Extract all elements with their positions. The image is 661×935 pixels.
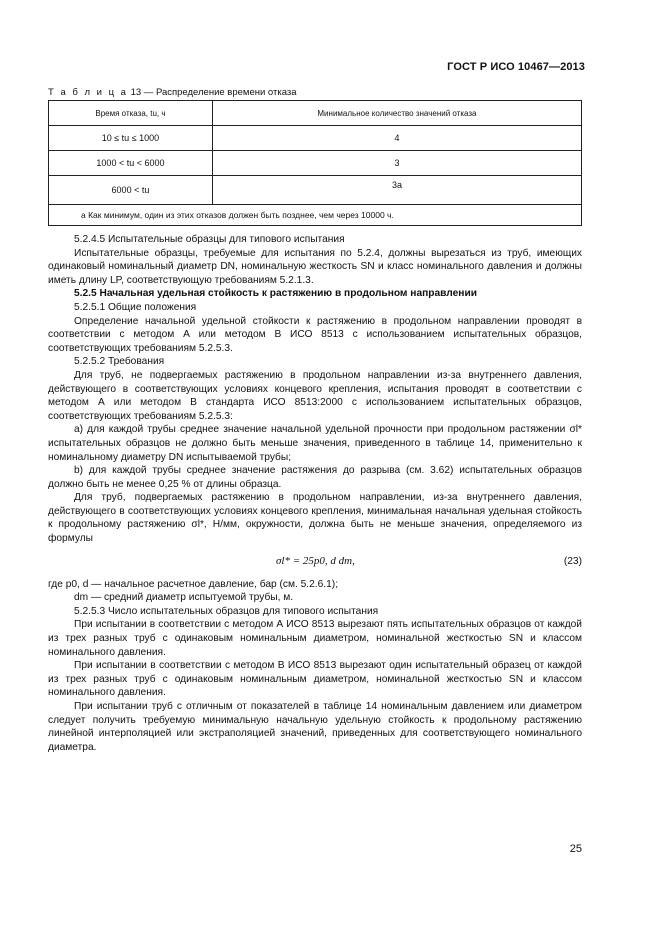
section-5252-para-1: Для труб, не подвергаемых растяжению в продольном направлении из-за внутреннего давления, действующего в соответствующих условиях концевого крепления, испытания проводят в соответствии с методом А или методом В стандарта ИСО 8513:2000 с использованием испытательных образцов, соответствующих требованиям 5.2.5.3:: [48, 369, 582, 422]
col-count-header: Минимальное количество значений отказа: [212, 101, 581, 126]
section-5253-title: 5.2.5.3 Число испытательных образцов для типового испытания: [74, 605, 379, 617]
section-5245-text: Испытательные образцы, требуемые для испытания по 5.2.4, должны вырезаться из труб, имеющих одинаковый номинальный диаметр DN, номинальную жесткость SN и класс номинального давления и должны иметь длину LP, соответствующую требованиям 5.2.1.3.: [48, 247, 582, 286]
section-5251-title: 5.2.5.1 Общие положения: [74, 301, 197, 313]
table-row: [49, 176, 582, 205]
row-count: 4: [212, 126, 581, 151]
row-range: 6000 < tu: [49, 176, 213, 205]
table-footnote-row: [49, 205, 582, 226]
formula: σl* = 25p0, d dm,: [276, 554, 355, 567]
table-row: [49, 151, 582, 176]
section-5252-title: 5.2.5.2 Требования: [74, 356, 165, 368]
section-5253-para-2: При испытании в соответствии с методом В ИСО 8513 вырезают один испытательный образец от каждой из трех разных труб с одинаковым номинальным диаметром, номинальной жесткостью SN и классом номинального давления.: [48, 660, 582, 699]
table-caption-title: 13 — Распределение времени отказа: [130, 87, 297, 98]
table-caption: [48, 87, 297, 98]
where-line-1: где p0, d — начальное расчетное давление, бар (см. 5.2.6.1);: [48, 578, 339, 590]
page-number: 25: [569, 843, 582, 855]
section-5253-para-3: При испытании труб с отличным от показателей в таблице 14 номинальным давлением или диаметром следует получить требуемую минимальную начальную удельную стойкость к продольному растяжению линейной интерполяцией или экстраполяцией значений, приведенных для соответствующего номинального диаметра.: [48, 701, 582, 753]
section-5251-text: Определение начальной удельной стойкости к растяжению в продольном направлении проводят в соответствии с методом А или методом В ИСО 8513 с использованием испытательных образцов, соответствующих требованиям 5.2.5.3.: [48, 315, 582, 354]
section-525-title: 5.2.5 Начальная удельная стойкость к растяжению в продольном направлении: [74, 288, 477, 300]
formula-row: [48, 546, 582, 578]
col-time-header: Время отказа, tu, ч: [49, 101, 213, 126]
failure-time-table: [48, 100, 582, 226]
formula-number: (23): [563, 555, 582, 567]
section-5245-title: 5.2.4.5 Испытательные образцы для типового испытания: [74, 234, 345, 245]
table-caption-label: Т а б л и ц а: [48, 87, 128, 98]
row-count: 3: [212, 151, 581, 176]
doc-code: ГОСТ Р ИСО 10467—2013: [447, 61, 585, 73]
section-5252-item-a: а) для каждой трубы среднее значение начальной удельной прочности при продольном растяжении σl* испытательных образцов не должно быть меньше значения, приведенного в таблице 14, применительно к номинальному диаметру DN испытываемой трубы;: [48, 424, 582, 463]
row-count: 3a: [212, 176, 581, 205]
row-range: 1000 < tu < 6000: [49, 151, 213, 176]
where-line-2: dm — средний диаметр испытуемой трубы, м.: [74, 592, 294, 604]
section-5252-item-b: b) для каждой трубы среднее значение растяжения до разрыва (см. 3.62) испытательных образцов должно быть не менее 0,25 % от длины образца.: [48, 465, 582, 490]
row-range: 10 ≤ tu ≤ 1000: [49, 126, 213, 151]
body-text: [48, 233, 582, 754]
section-5253-para-1: При испытании в соответствии с методом А ИСО 8513 вырезают пять испытательных образцов от каждой из трех разных труб с одинаковым номинальным диаметром, номинальной жесткостью SN и классом номинального давления.: [48, 619, 582, 658]
table-header-row: [49, 101, 582, 126]
table-row: [49, 126, 582, 151]
table-footnote: a Как минимум, один из этих отказов должен быть позднее, чем через 10000 ч.: [49, 205, 582, 226]
section-5252-para-2: Для труб, подвергаемых растяжению в продольном направлении, из-за внутреннего давления, действующего в соответствующих условиях концевого крепления, минимальная начальная удельная стойкость к продольному растяжению σl*, Н/мм, окружности, должна быть не меньше значения, определяемого из формулы: [48, 492, 582, 545]
